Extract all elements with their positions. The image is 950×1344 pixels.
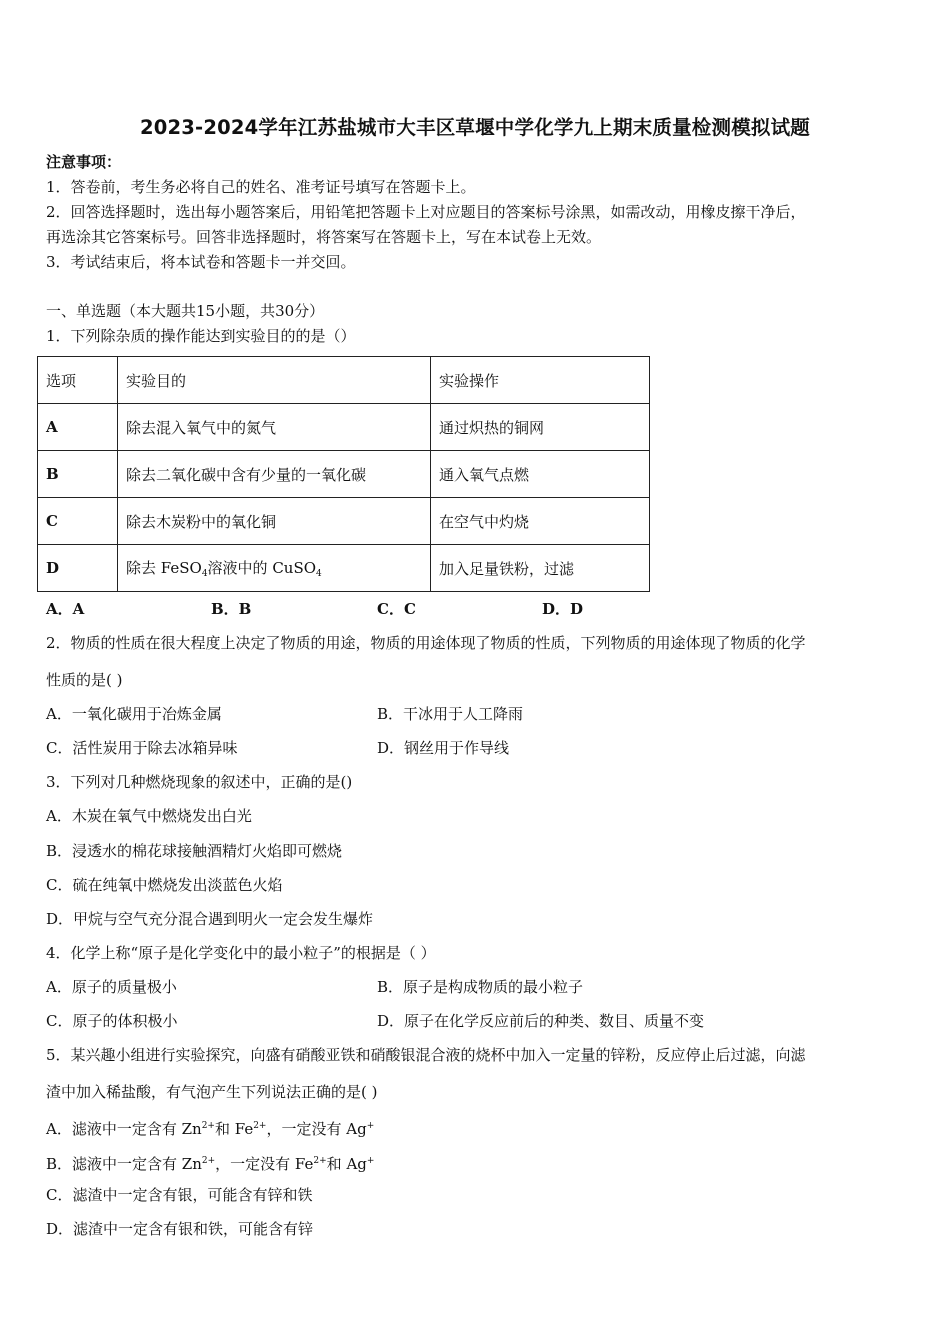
table-cell-option: A bbox=[38, 404, 118, 451]
table-cell-operation: 通过炽热的铜网 bbox=[431, 404, 650, 451]
q5-option-d: D．滤渣中一定含有银和铁，可能含有锌 bbox=[46, 1220, 314, 1238]
section-heading: 一、单选题（本大题共15小题，共30分） bbox=[46, 302, 325, 320]
superscript: + bbox=[366, 1121, 375, 1131]
q1-option-d: D．D bbox=[542, 600, 584, 618]
question-3-stem: 3．下列对几种燃烧现象的叙述中，正确的是() bbox=[46, 773, 353, 791]
q1-option-c: C．C bbox=[377, 600, 416, 618]
question-2-stem: 2．物质的性质在很大程度上决定了物质的用途，物质的用途体现了物质的性质，下列物质的用途体现了物质的化学 bbox=[46, 634, 806, 652]
goal-text: 除去 FeSO bbox=[126, 559, 202, 577]
table-header-cell: 实验目的 bbox=[118, 357, 431, 404]
table-cell-option: B bbox=[38, 451, 118, 498]
question-4-stem: 4．化学上称“原子是化学变化中的最小粒子”的根据是（ ） bbox=[46, 944, 436, 962]
question-2-stem-cont: 性质的是( ) bbox=[46, 671, 123, 689]
notice-item: 1．答卷前，考生务必将自己的姓名、准考证号填写在答题卡上。 bbox=[46, 178, 476, 196]
option-text: B．滤液中一定含有 Zn bbox=[46, 1155, 202, 1173]
table-row bbox=[38, 404, 650, 451]
q2-option-b: B．干冰用于人工降雨 bbox=[377, 705, 524, 723]
table-row bbox=[38, 545, 650, 592]
question-5-stem-cont: 渣中加入稀盐酸，有气泡产生下列说法正确的是( ) bbox=[46, 1083, 378, 1101]
table-row bbox=[38, 451, 650, 498]
notice-item: 2．回答选择题时，选出每小题答案后，用铅笔把答题卡上对应题目的答案标号涂黑，如需改动，用橡皮擦干净后， bbox=[46, 203, 806, 221]
table-header-row bbox=[38, 357, 650, 404]
q4-option-d: D．原子在化学反应前后的种类、数目、质量不变 bbox=[377, 1012, 705, 1030]
option-text: A．滤液中一定含有 Zn bbox=[46, 1120, 202, 1138]
table-cell-option: C bbox=[38, 498, 118, 545]
table-cell-goal bbox=[118, 545, 431, 592]
q4-option-a: A．原子的质量极小 bbox=[46, 978, 177, 996]
q2-option-d: D．钢丝用于作导线 bbox=[377, 739, 510, 757]
q3-option-b: B．浸透水的棉花球接触酒精灯火焰即可燃烧 bbox=[46, 842, 343, 860]
option-text: ，一定没有 Fe bbox=[215, 1155, 314, 1173]
q3-option-c: C．硫在纯氧中燃烧发出淡蓝色火焰 bbox=[46, 876, 283, 894]
table-cell-option: D bbox=[38, 545, 118, 592]
table-cell-goal: 除去混入氧气中的氮气 bbox=[118, 404, 431, 451]
table-cell-operation: 在空气中灼烧 bbox=[431, 498, 650, 545]
q1-option-a: A．A bbox=[46, 600, 85, 618]
goal-text: 溶液中的 CuSO bbox=[207, 559, 317, 577]
q2-option-c: C．活性炭用于除去冰箱异味 bbox=[46, 739, 238, 757]
q3-option-d: D．甲烷与空气充分混合遇到明火一定会发生爆炸 bbox=[46, 910, 374, 928]
q1-option-b: B．B bbox=[211, 600, 252, 618]
option-text: 和 Ag bbox=[326, 1155, 367, 1173]
table-cell-operation: 通入氧气点燃 bbox=[431, 451, 650, 498]
option-text: 和 Fe bbox=[214, 1120, 254, 1138]
q4-option-c: C．原子的体积极小 bbox=[46, 1012, 178, 1030]
table-cell-operation: 加入足量铁粉，过滤 bbox=[431, 545, 650, 592]
superscript: 2+ bbox=[313, 1156, 327, 1166]
superscript: + bbox=[366, 1156, 375, 1166]
q5-option-b bbox=[46, 1150, 374, 1175]
table-cell-goal: 除去木炭粉中的氧化铜 bbox=[118, 498, 431, 545]
superscript: 2+ bbox=[201, 1156, 216, 1166]
table-row bbox=[38, 498, 650, 545]
notice-item: 3．考试结束后，将本试卷和答题卡一并交回。 bbox=[46, 253, 356, 271]
table-header-cell: 实验操作 bbox=[431, 357, 650, 404]
q2-option-a: A．一氧化碳用于冶炼金属 bbox=[46, 705, 222, 723]
table-cell-goal: 除去二氧化碳中含有少量的一氧化碳 bbox=[118, 451, 431, 498]
notice-item: 再选涂其它答案标号。回答非选择题时，将答案写在答题卡上，写在本试卷上无效。 bbox=[46, 228, 602, 246]
notice-heading: 注意事项： bbox=[46, 153, 122, 171]
question-1-stem: 1．下列除杂质的操作能达到实验目的的是（） bbox=[46, 327, 356, 345]
question-1-table bbox=[37, 356, 650, 592]
question-5-stem: 5．某兴趣小组进行实验探究，向盛有硝酸亚铁和硝酸银混合液的烧杯中加入一定量的锌粉，反应停止后过滤，向滤 bbox=[46, 1046, 806, 1064]
superscript: 2+ bbox=[253, 1121, 267, 1131]
subscript: 4 bbox=[316, 569, 322, 579]
q5-option-c: C．滤渣中一定含有银，可能含有锌和铁 bbox=[46, 1186, 313, 1204]
table-header-cell: 选项 bbox=[38, 357, 118, 404]
page-title: 2023-2024学年江苏盐城市大丰区草堰中学化学九上期末质量检测模拟试题 bbox=[139, 116, 811, 139]
superscript: 2+ bbox=[201, 1121, 215, 1131]
option-text: ，一定没有 Ag bbox=[266, 1120, 367, 1138]
q3-option-a: A．木炭在氧气中燃烧发出白光 bbox=[46, 807, 252, 825]
q5-option-a bbox=[46, 1115, 374, 1140]
q4-option-b: B．原子是构成物质的最小粒子 bbox=[377, 978, 584, 996]
subscript: 4 bbox=[201, 569, 208, 579]
